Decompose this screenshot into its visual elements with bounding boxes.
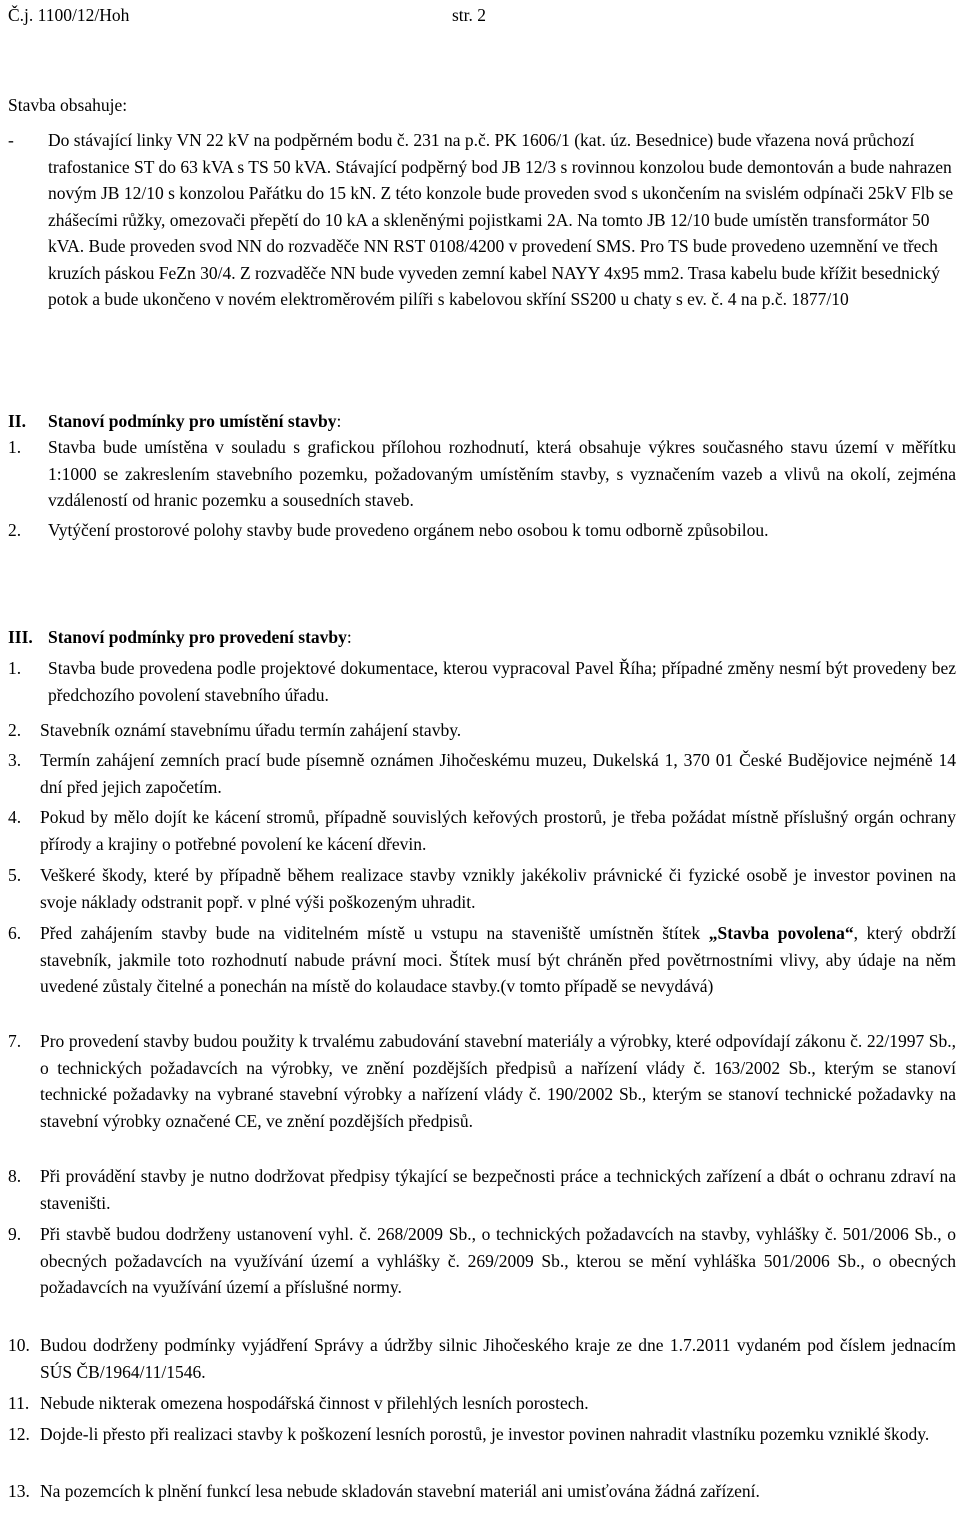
section-numeral: II. xyxy=(8,411,26,431)
item-text: Při stavbě budou dodrženy ustanovení vyhl. č. 268/2009 Sb., o technických požadavcích na stavby, vyhlášky č. 501/2006 Sb., o obecných požadavcích na využívání území a vyhlášky č. 269/2009 Sb., kterou se mění vyhláška 501/2006 Sb., o obecných požadavcích na využívání území a příslušné normy. xyxy=(40,1224,956,1297)
item-number: 13. xyxy=(8,1481,30,1501)
item-text: Termín zahájení zemních prací bude písemně oznámen Jihočeskému muzeu, Dukelská 1, 370 01 České Budějovice nejméně 14 dní před jejich započetím. xyxy=(40,750,956,797)
section-title: Stanoví podmínky pro provedení stavby xyxy=(48,627,347,647)
contents-item xyxy=(8,127,956,313)
item-text-part: , který obdrží stavebník, jakmile toto rozhodnutí nabude právní moci. Štítek musí být chráněn před povětrnostními vlivy, aby údaje na něm uvedené zůstaly čitelné a ponechán na místě do kolaudace stavby.(v tomto případě se nevydává) xyxy=(40,923,956,996)
item-text: Pro provedení stavby budou použity k trvalému zabudování stavební materiály a výrobky, které odpovídají zákonu č. 22/1997 Sb., o technických požadavcích na výrobky, ve znění pozdějších předpisů a nařízení vlády č. 163/2002 Sb., kterým se stanoví technické požadavky na vybrané stavební výrobky a nařízení vlády č. 190/2002 Sb., kterým se stanoví technické požadavky na stavební výrobky označené CE, ve znění pozdějších předpisů. xyxy=(40,1031,956,1131)
item-text: Stavba bude provedena podle projektové dokumentace, kterou vypracoval Pavel Říha; případné změny nesmí být provedeny bez předchozího povolení stavebního úřadu. xyxy=(48,658,956,705)
list-item xyxy=(8,1478,956,1505)
section-title: Stanoví podmínky pro umístění stavby xyxy=(48,411,337,431)
item-text: Nebude nikterak omezena hospodářská činnost v přilehlých lesních porostech. xyxy=(40,1393,589,1413)
list-item xyxy=(8,717,956,744)
item-text: Na pozemcích k plnění funkcí lesa nebude skladován stavební materiál ani umisťována žádná zařízení. xyxy=(40,1481,760,1501)
condition-item-7 xyxy=(8,1028,956,1134)
dash-marker: - xyxy=(8,130,14,150)
condition-item-9 xyxy=(8,1221,956,1301)
list-item xyxy=(8,920,956,1000)
condition-item-3 xyxy=(8,747,956,800)
item-number: 9. xyxy=(8,1224,22,1244)
list-item xyxy=(8,747,956,800)
item-number: 6. xyxy=(8,923,22,943)
section-2-heading xyxy=(8,408,956,434)
list-item xyxy=(8,434,956,514)
contents-text: Do stávající linky VN 22 kV na podpěrném bodu č. 231 na p.č. PK 1606/1 (kat. úz. Besednice) bude vřazena nová průchozí trafostanice ST do 63 kVA s TS 50 kVA. Stávající podpěrný bod JB 12/3 s rovinnou konzolou bude demontován a bude nahrazen novým JB 12/10 s konzolou Pařátku do 15 kN. Z této konzole bude proveden svod s ukončením na svislém odpínači 25kV Flb se zhášecími růžky, omezovači přepětí do 10 kA a skleněnými pojistkami 2A. Na tomto JB 12/10 bude umístěn transformátor 50 kVA. Bude proveden svod NN do rozvaděče NN RST 0108/4200 v provedení SMS. Pro TS bude provedeno uzemnění ve třech kruzích páskou FeZn 30/4. Z rozvaděče NN bude vyveden zemní kabel NAYY 4x95 mm2. Trasa kabelu bude křížit besednický potok a bude ukončeno v novém elektroměrovém pilíři s kabelovou skříní SS200 u chaty s ev. č. 4 na p.č. 1877/10 xyxy=(48,130,954,309)
item-number: 4. xyxy=(8,807,22,827)
list-item xyxy=(8,1221,956,1301)
list-item xyxy=(8,517,956,544)
item-text: Budou dodrženy podmínky vyjádření Správy a údržby silnic Jihočeského kraje ze dne 1.7.2011 vydaném pod číslem jednacím SÚS ČB/1964/11/1546. xyxy=(40,1335,956,1382)
item-text: Dojde-li přesto při realizaci stavby k poškození lesních porostů, je investor povinen nahradit vlastníku pozemku vzniklé škody. xyxy=(40,1424,930,1444)
section-3-heading xyxy=(8,624,956,650)
item-number: 11. xyxy=(8,1393,30,1413)
item-number: 8. xyxy=(8,1166,22,1186)
condition-item-12 xyxy=(8,1421,956,1448)
condition-item-4 xyxy=(8,804,956,857)
section-2 xyxy=(8,408,956,543)
condition-item-11 xyxy=(8,1390,956,1417)
condition-item-10 xyxy=(8,1332,956,1385)
item-text: Veškeré škody, které by případně během realizace stavby vznikly jakékoliv právnické či fyzické osobě je investor povinen na svoje náklady odstranit popř. v plné výši poškozeným uhradit. xyxy=(40,865,956,912)
item-text: Stavba bude umístěna v souladu s grafickou přílohou rozhodnutí, která obsahuje výkres současného stavu území v měřítku 1:1000 se zakreslením stavebního pozemku, požadovaným umístěním stavby, s vyznačením vazeb a vlivů na okolí, zejména vzdáleností od hranic pozemku a sousedních staveb. xyxy=(48,437,956,510)
item-number: 7. xyxy=(8,1031,22,1051)
page-number: str. 2 xyxy=(452,5,487,25)
condition-item-2 xyxy=(8,717,956,744)
list-item xyxy=(8,1332,956,1385)
contents-heading: Stavba obsahuje: xyxy=(8,95,128,115)
item-number: 10. xyxy=(8,1335,30,1355)
section-colon: : xyxy=(346,627,352,647)
item-text: Při provádění stavby je nutno dodržovat předpisy týkající se bezpečnosti práce a technických zařízení a dbát o ochranu zdraví na staveništi. xyxy=(40,1166,956,1213)
condition-item-6 xyxy=(8,920,956,1000)
list-item xyxy=(8,1421,956,1448)
page-header xyxy=(8,2,487,28)
item-number: 2. xyxy=(8,519,22,540)
list-item xyxy=(8,862,956,915)
list-item xyxy=(8,1028,956,1134)
item-number: 3. xyxy=(8,750,22,770)
condition-item-5 xyxy=(8,862,956,915)
list-item xyxy=(8,655,956,708)
list-item xyxy=(8,804,956,857)
item-text-part: Před zahájením stavby bude na viditelném místě u vstupu na staveniště umístněn štítek xyxy=(40,923,709,943)
item-text: Vytýčení prostorové polohy stavby bude provedeno orgánem nebo osobou k tomu odborně způsobilou. xyxy=(48,519,769,540)
item-number: 1. xyxy=(8,658,22,678)
list-item xyxy=(8,1163,956,1216)
section-numeral: III. xyxy=(8,627,33,647)
section-colon: : xyxy=(336,411,342,431)
reference-number: Č.j. 1100/12/Hoh xyxy=(8,5,130,25)
section-3 xyxy=(8,624,956,708)
item-number: 2. xyxy=(8,720,22,740)
condition-item-8 xyxy=(8,1163,956,1216)
item-number: 12. xyxy=(8,1424,30,1444)
condition-item-13 xyxy=(8,1478,956,1505)
item-number: 1. xyxy=(8,437,22,457)
item-text: Stavebník oznámí stavebnímu úřadu termín zahájení stavby. xyxy=(40,720,462,740)
sign-label: „Stavba povolena“ xyxy=(708,923,854,943)
item-text: Pokud by mělo dojít ke kácení stromů, případně souvislých keřových prostorů, je třeba požádat místně příslušný orgán ochrany přírody a krajiny o potřebné povolení ke kácení dřevin. xyxy=(40,807,956,854)
list-item xyxy=(8,1390,956,1417)
item-number: 5. xyxy=(8,865,22,885)
contents-block xyxy=(8,127,956,313)
